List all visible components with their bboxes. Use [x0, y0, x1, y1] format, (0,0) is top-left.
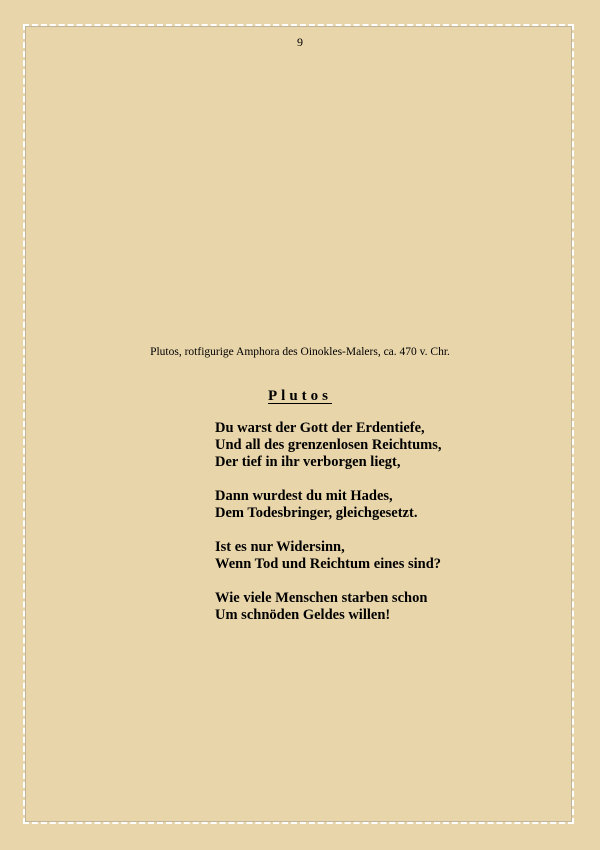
image-caption: Plutos, rotfigurige Amphora des Oinokles-Malers, ca. 470 v. Chr. [150, 346, 450, 358]
poem-line: Wie viele Menschen starben schon [215, 590, 428, 606]
poem-line: Du warst der Gott der Erdentiefe, [215, 420, 425, 436]
poem-stanza [215, 590, 575, 624]
poem-stanza [215, 488, 575, 522]
poem-line: Um schnöden Geldes willen! [215, 607, 391, 623]
poem-stanza [215, 420, 575, 471]
poem-stanza [215, 539, 575, 573]
page-number: 9 [297, 35, 303, 49]
poem-line: Dann wurdest du mit Hades, [215, 488, 393, 504]
poem-line: Und all des grenzenlosen Reichtums, [215, 437, 442, 453]
poem-title: Plutos [267, 388, 332, 404]
poem-body [215, 420, 575, 641]
poem-line: Ist es nur Widersinn, [215, 539, 345, 555]
poem-line: Der tief in ihr verborgen liegt, [215, 454, 401, 470]
poem-line: Dem Todesbringer, gleichgesetzt. [215, 505, 418, 521]
poem-line: Wenn Tod und Reichtum eines sind? [215, 556, 442, 572]
